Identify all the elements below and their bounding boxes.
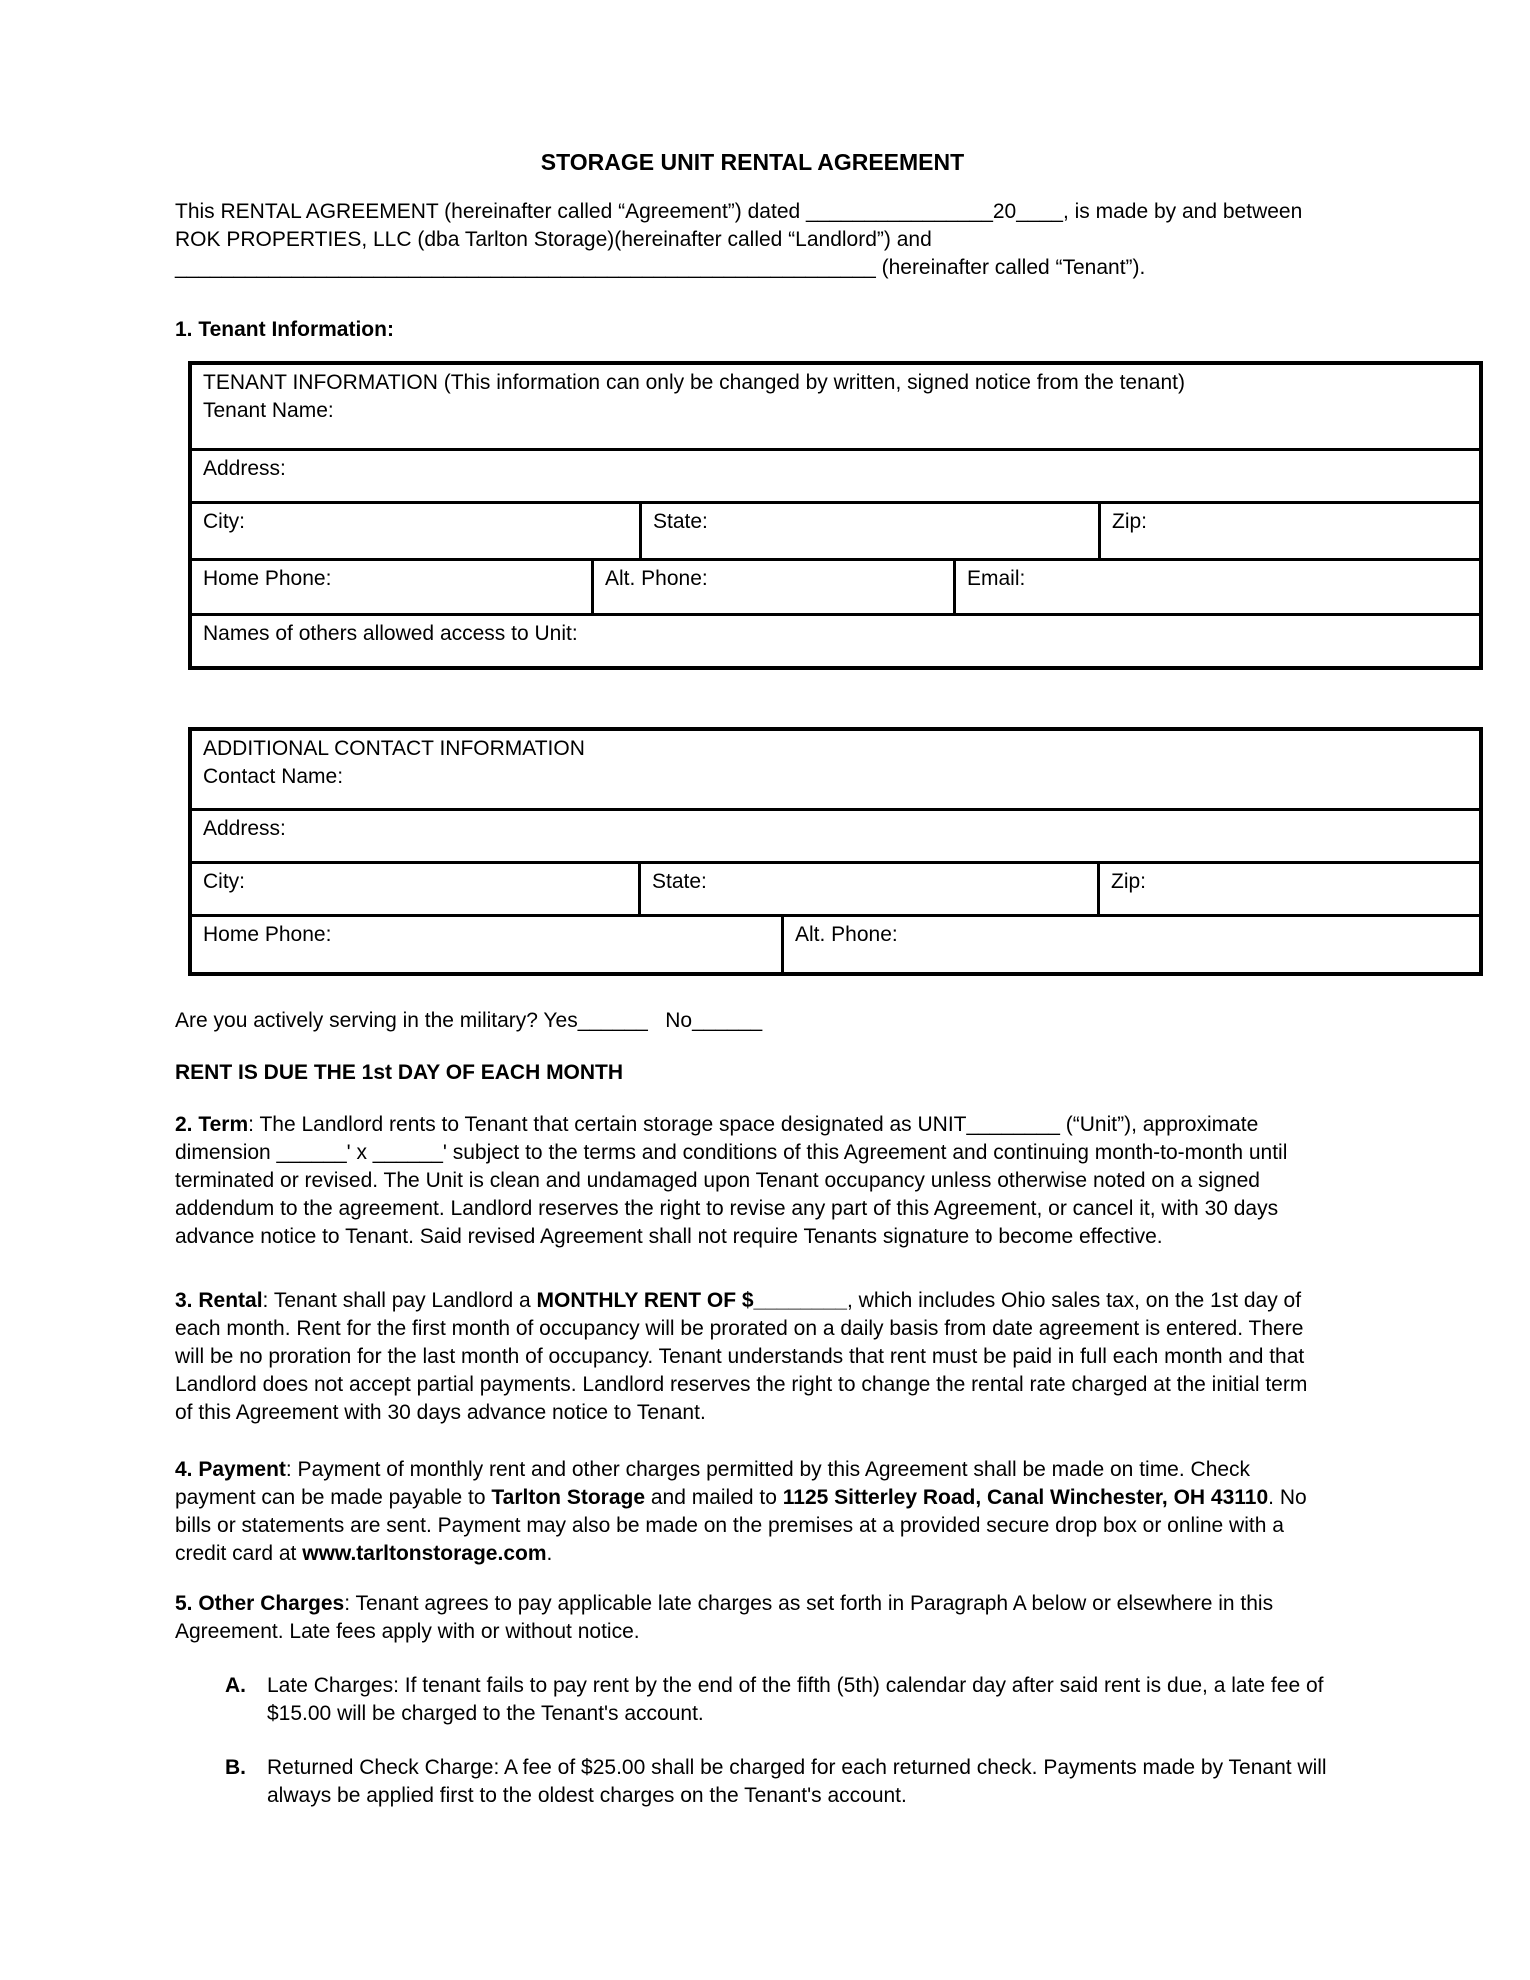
table-row — [192, 448, 1479, 501]
tenant-address-field: Address: — [203, 457, 286, 480]
payment-body-1: : Payment of monthly rent and other charges permitted by this Agreement shall be made on time. Check payment can be made payable to — [175, 1458, 1251, 1509]
intro-line-2: ROK PROPERTIES, LLC (dba Tarlton Storage)(hereinafter called “Landlord”) and — [175, 228, 932, 251]
document-title: STORAGE UNIT RENTAL AGREEMENT — [540, 149, 965, 175]
contact-alt-phone-field: Alt. Phone: — [781, 917, 1479, 972]
contact-city-field: City: — [203, 870, 245, 893]
section-other-charges-paragraph — [175, 1590, 1330, 1646]
contact-zip-field: Zip: — [1097, 864, 1479, 914]
contact-name-label: Contact Name: — [203, 765, 344, 788]
rental-body-2: , which includes Ohio sales tax, on the 1st day of each month. Rent for the first month of occupancy will be prorated on a daily basis from date agreement is entered. There will be no proration for the last month of occupancy. Tenant understands that rent must be paid in full each month and that Landlord does not accept partial payments. Landlord reserves the right to change the rental rate charged at the initial term of this Agreement with 30 days advance notice to Tenant. — [175, 1289, 1308, 1424]
tenant-others-access-field: Names of others allowed access to Unit: — [203, 622, 578, 645]
returned-check-item-text: Returned Check Charge: A fee of $25.00 shall be charged for each returned check. Payments made by Tenant will always be applied first to the oldest charges on the Tenant's account. — [267, 1756, 1327, 1807]
payment-body-2: and mailed to — [645, 1486, 783, 1509]
tenant-home-phone-field: Home Phone: — [203, 567, 332, 590]
military-service-question: Are you actively serving in the military? Yes______ No______ — [175, 1009, 763, 1032]
section-1-heading: 1. Tenant Information: — [175, 318, 394, 341]
other-charges-label: 5. Other Charges — [175, 1592, 345, 1615]
agreement-intro-paragraph — [175, 198, 1330, 282]
returned-check-item-label: B. — [225, 1756, 246, 1779]
contact-name-field — [192, 731, 1479, 808]
table-row — [192, 613, 1479, 666]
section-rental-paragraph — [175, 1287, 1330, 1427]
tenant-table-header: TENANT INFORMATION (This information can only be changed by written, signed notice from the tenant) — [203, 371, 1185, 394]
payment-label: 4. Payment — [175, 1458, 286, 1481]
table-row — [192, 365, 1479, 448]
section-payment-paragraph — [175, 1456, 1330, 1568]
payment-website-bold: www.tarltonstorage.com — [302, 1542, 547, 1565]
other-charges-body: : Tenant agrees to pay applicable late charges as set forth in Paragraph A below or elsewhere in this Agreement. Late fees apply with or without notice. — [175, 1592, 1274, 1643]
term-label: 2. Term — [175, 1113, 249, 1136]
intro-line-3: ____________________________________________________________ (hereinafter called “Tenant”). — [175, 256, 1146, 279]
table-row — [192, 914, 1479, 972]
contact-state-field: State: — [638, 864, 1097, 914]
payment-payee-bold: Tarlton Storage — [491, 1486, 645, 1509]
late-charges-item — [225, 1672, 1330, 1728]
rental-monthly-rent-bold: MONTHLY RENT OF $________ — [536, 1289, 847, 1312]
term-body: : The Landlord rents to Tenant that certain storage space designated as UNIT________ (“Unit”), approximate dimension ______' x ______' subject to the terms and conditions of this Agreement and continuing month-to-month until terminated or revised. The Unit is clean and undamaged upon Tenant occupancy unless otherwise noted on a signed addendum to the agreement. Landlord reserves the right to revise any part of this Agreement, or cancel it, with 30 days advance notice to Tenant. Said revised Agreement shall not require Tenants signature to become effective. — [175, 1113, 1288, 1248]
contact-home-phone-field: Home Phone: — [203, 923, 332, 946]
late-charges-item-label: A. — [225, 1674, 246, 1697]
table-row — [192, 501, 1479, 558]
payment-body-3: . No bills or statements are sent. Payment may also be made on the premises at a provided secure drop box or online with a credit card at — [175, 1486, 1307, 1565]
section-term-paragraph — [175, 1111, 1330, 1251]
table-row — [192, 558, 1479, 613]
table-row — [192, 808, 1479, 861]
table-row — [192, 861, 1479, 914]
tenant-email-field: Email: — [953, 561, 1479, 613]
contact-table-header: ADDITIONAL CONTACT INFORMATION — [203, 737, 585, 760]
intro-line-1: This RENTAL AGREEMENT (hereinafter called “Agreement”) dated ________________20____, is made by and between — [175, 200, 1303, 223]
tenant-zip-field: Zip: — [1098, 504, 1479, 558]
rental-label: 3. Rental — [175, 1289, 263, 1312]
table-row — [192, 731, 1479, 808]
tenant-information-table — [188, 361, 1483, 670]
returned-check-item — [225, 1754, 1330, 1810]
late-charges-item-text: Late Charges: If tenant fails to pay rent by the end of the fifth (5th) calendar day after said rent is due, a late fee of $15.00 will be charged to the Tenant's account. — [267, 1674, 1324, 1725]
tenant-state-field: State: — [639, 504, 1098, 558]
tenant-alt-phone-field: Alt. Phone: — [591, 561, 953, 613]
rental-body-1: : Tenant shall pay Landlord a — [262, 1289, 537, 1312]
payment-address-bold: 1125 Sitterley Road, Canal Winchester, OH 43110 — [782, 1486, 1269, 1509]
additional-contact-table — [188, 727, 1483, 976]
tenant-name-label: Tenant Name: — [203, 399, 334, 422]
tenant-city-field: City: — [203, 510, 245, 533]
payment-body-4: . — [546, 1542, 553, 1565]
tenant-name-field — [192, 365, 1479, 448]
rent-due-notice: RENT IS DUE THE 1st DAY OF EACH MONTH — [175, 1061, 624, 1084]
contact-address-field: Address: — [203, 817, 286, 840]
